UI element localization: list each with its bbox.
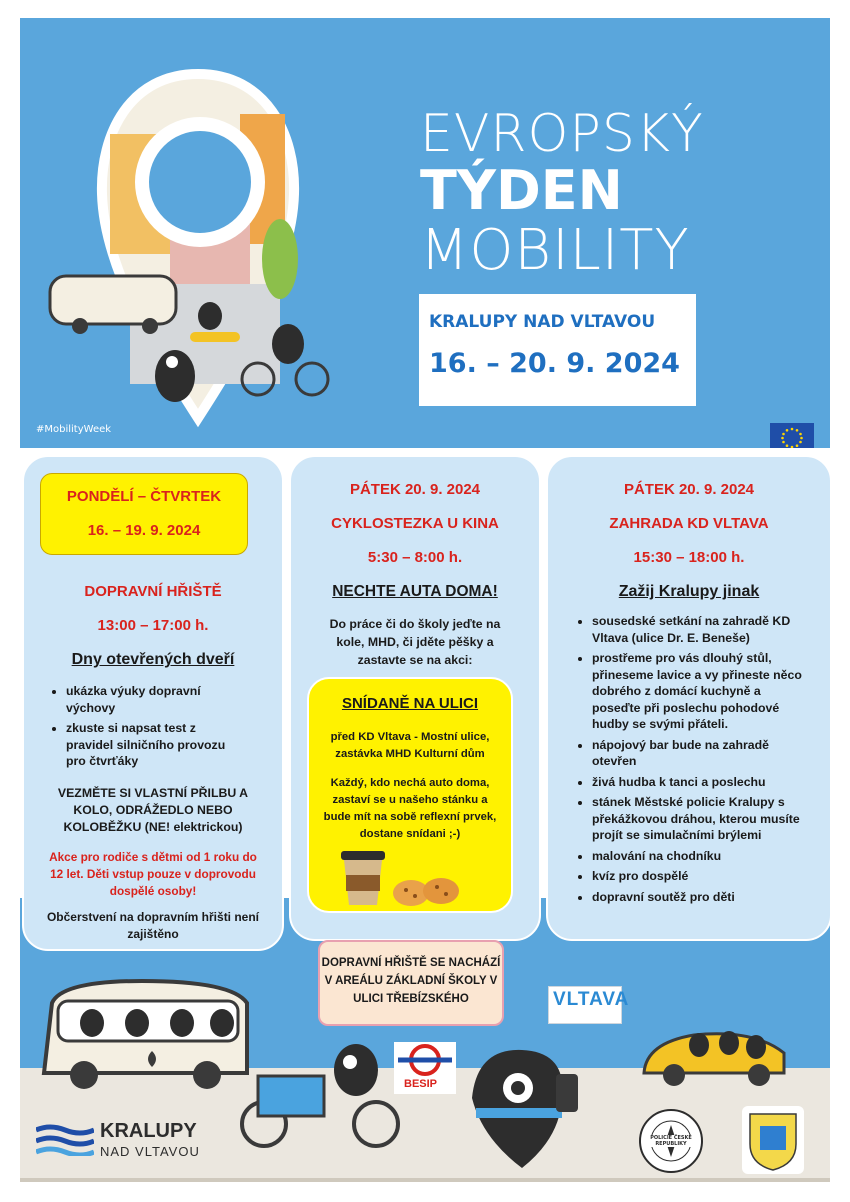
title-line-2: TÝDEN xyxy=(420,159,623,222)
breakfast-text: Každý, kdo nechá auto doma, zastaví se u našeho stánku a bude mít na sobě reflexní prvek, dostane snídani ;-) xyxy=(323,777,497,840)
police-logo-text: POLICIE ČESKÉ REPUBLIKY xyxy=(646,1135,696,1147)
breakfast-title: SNÍDANĚ NA ULICI xyxy=(341,695,479,712)
car-illustration xyxy=(634,1013,794,1093)
title-line-3: MOBILITY xyxy=(420,218,690,283)
city-police-shield-icon xyxy=(742,1106,804,1174)
friday-morning-box xyxy=(289,455,541,941)
besip-logo-text: BESIP xyxy=(404,1078,438,1090)
vltava-logo-text: VLTAVA xyxy=(553,989,630,1010)
box1-refreshment-note: Občerstvení na dopravním hřišti není zajištěno xyxy=(46,910,260,941)
city-police-badge xyxy=(742,1106,804,1174)
breakfast-place: před KD Vltava - Mostní ulice, zastávka MHD Kulturní dům xyxy=(330,731,490,760)
list-item: • malování na chodníku xyxy=(592,848,808,865)
list-item: • sousedské setkání na zahradě KD Vltava (ulice Dr. E. Beneše) xyxy=(592,613,808,646)
weekday-program-box xyxy=(22,455,284,951)
kralupy-logo-title: KRALUPY xyxy=(100,1120,197,1142)
list-item: • nápojový bar bude na zahradě otevřen xyxy=(592,737,808,770)
kralupy-waves-icon xyxy=(36,1122,94,1156)
list-item: • prostřeme pro vás dlouhý stůl, přineseme lavice a vy přineste něco dobrého z domácí kuchyně a poseďte při poslechu pohodové hudby se svými přáteli. xyxy=(592,650,808,733)
kralupy-logo-subtitle: NAD VLTAVOU xyxy=(100,1144,200,1159)
list-item: • ukázka výuky dopravní výchovy xyxy=(66,683,244,716)
cookies-icon xyxy=(391,875,463,909)
event-dates: 16. – 20. 9. 2024 xyxy=(429,348,680,379)
box3-event: Zažij Kralupy jinak xyxy=(618,583,760,600)
street-breakfast-panel xyxy=(307,677,513,913)
cargo-bike-illustration xyxy=(236,1040,406,1150)
box1-bullet-list xyxy=(44,683,244,774)
weekday-range: PONDĚLÍ – ČTVRTEK xyxy=(66,488,222,505)
main-title xyxy=(420,106,704,282)
bus-illustration xyxy=(32,973,262,1103)
weekday-dates: 16. – 19. 9. 2024 xyxy=(87,522,201,539)
box2-time: 5:30 – 8:00 h. xyxy=(367,549,463,566)
besip-logo xyxy=(394,1042,456,1094)
vltava-logo xyxy=(548,986,630,1024)
location-panel xyxy=(419,294,696,406)
poster xyxy=(20,18,830,1182)
list-item: • stánek Městské policie Kralupy s překážkovou dráhou, kterou musíte projít se simulačními brýlemi xyxy=(592,794,808,844)
box3-bullet-list xyxy=(570,613,808,909)
box1-place: DOPRAVNÍ HŘIŠTĚ xyxy=(84,583,222,600)
box3-time: 15:30 – 18:00 h. xyxy=(633,549,745,566)
list-item: • živá hudba k tanci a poslechu xyxy=(592,774,808,791)
box2-place: CYKLOSTEZKA U KINA xyxy=(331,515,499,532)
box1-time: 13:00 – 17:00 h. xyxy=(97,617,209,634)
mobility-pin-illustration xyxy=(40,54,340,434)
list-item: • dopravní soutěž pro děti xyxy=(592,889,808,906)
besip-emblem-icon xyxy=(394,1042,456,1078)
box2-intro: Do práce či do školy jeďte na kole, MHD, či jděte pěšky a zastavte se na akci: xyxy=(329,617,501,667)
box1-age-note: Akce pro rodiče s dětmi od 1 roku do 12 let. Děti vstup pouze v doprovodu dospělé osoby! xyxy=(49,850,257,898)
coffee-cup-icon xyxy=(339,849,387,907)
box1-bring-note: VEZMĚTE SI VLASTNÍ PŘILBU A KOLO, ODRÁŽEDLO NEBO KOLOBĚŽKU (NE! elektrickou) xyxy=(57,786,249,834)
police-logo xyxy=(638,1108,704,1174)
box3-date: PÁTEK 20. 9. 2024 xyxy=(623,481,755,498)
box2-date: PÁTEK 20. 9. 2024 xyxy=(349,481,481,498)
list-item: • zkuste si napsat test z pravidel silničního provozu pro čtvrťáky xyxy=(66,720,244,770)
friday-evening-box xyxy=(546,455,830,941)
hashtag: #MobilityWeek xyxy=(36,424,112,435)
road-line xyxy=(20,1178,830,1182)
kralupy-logo xyxy=(36,1120,216,1164)
box3-place: ZAHRADA KD VLTAVA xyxy=(609,515,769,532)
playground-location-note: DOPRAVNÍ HŘIŠTĚ SE NACHÁZÍ V AREÁLU ZÁKLADNÍ ŠKOLY V ULICI TŘEBÍZSKÉHO xyxy=(318,940,504,1026)
list-item: • kvíz pro dospělé xyxy=(592,868,808,885)
phone-character-illustration xyxy=(462,1038,592,1182)
city-name: KRALUPY NAD VLTAVOU xyxy=(429,312,656,332)
box1-event: Dny otevřených dveří xyxy=(71,651,235,668)
box2-event: NECHTE AUTA DOMA! xyxy=(332,583,498,600)
weekday-date-banner xyxy=(40,473,248,555)
title-line-1: EVROPSKÝ xyxy=(420,104,704,164)
